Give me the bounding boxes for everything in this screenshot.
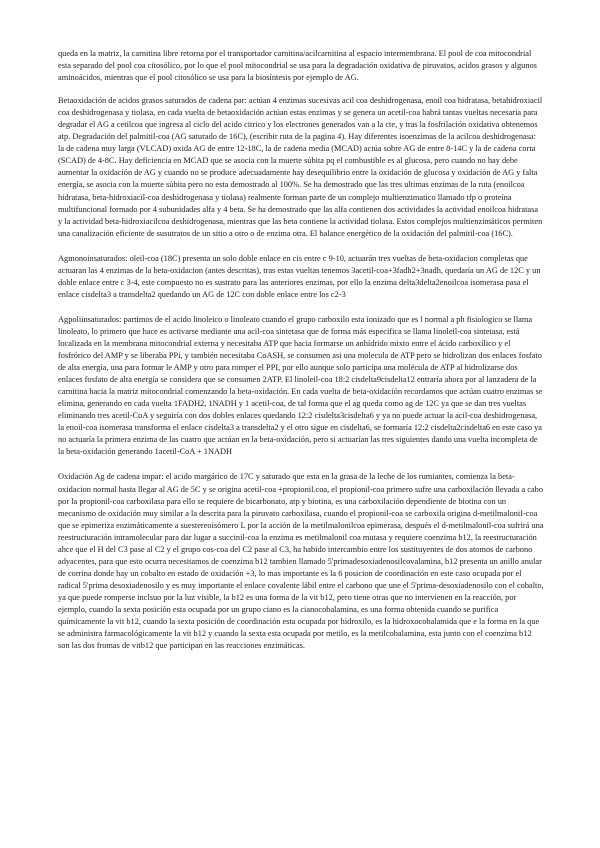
paragraph-odd-chain-oxidation: Oxidación Ag de cadena impar: el acido margárico de 17C y saturado que esta en la grasa de la leche de los rumiantes, comienza la beta-oxidacion normal hasta llegar al AG de 5C y se origina acetil-coa +propionil.coa, el propionil-coa primero sufre una carboxilación llevada a cabo por la propionil-coa carboxilasa para ello se requiere de bicarbonato, atp y biotina, es una carboxilación dependiente de biotina con un mecanismo de oxidación muy similar a la descrita para la piruvato carboxilasa, cuando el propionil-coa se carboxila origina d-metilmaloniI-coa que se epimeriza enzimáticamente a suestereoisómero L por la acción de la metilmalonilcoa epimerasa, después el d-metilmalonil-coa sufrirá una reestructuración intramolecular para dar lugar a succinil-coa la enzima es metilmalonil coa mutasa y requiere coenzima b12, la reestructuración ahce que el H del C3 pase al C2 y el grupo cos-coa del C2 pase al C3, ha habido intercambio entre los sustituyentes de dos atomos de carbono adyacentes, para que esto ocurra necesitamos de coenzima b12 tambien llamado 5'primadesoxiadenosilcovalamina, b12 presenta un anillo anular de corrina donde hay un cobalto en estado de oxidación +3, lo mas importante es la 6 posicion de coordinación en este caso ocupada por el radical 5'prima desoxiadenosilo y es muy importante el enlace covalente lábil entre el carbono que une el 5'prima-desoxiadenosilo con el cobalto, ya que puede romperse inclsuo por la luz visible, la b12 es una forma de la vit b12, pero tiene otras que no intervienen en la reacción, por ejemplo, cuando la sexta posición esta ocupada por un grupo ciano es la cianocobalamina, es una forma obtenida cuando se purifica químicamente la vit b12, cuando la sexta posición de coordinación esta ocupada por hidroxilo, es la hidroxocobalamida que e la forma en la que se administra farmacológicamente la vit b12 y cuando la sexta esta ocupada por metilo, es la metilcobalamina, esta junto con el coenzima b12 son las dos fromas de vitb12 que participan en las reacciones enzimáticas. <box>58 472 544 651</box>
document-page <box>58 48 544 662</box>
paragraph-monounsaturated: Agmonoinsaturados: oleil-coa (18C) presenta un solo doble enlace en cis entre c 9-10, actuarán tres vueltas de beta-oxidacion completas que actuaran las 4 enzimas de la beta-oxidacion (antes descritas), tras estas vueltas tenemos 3acetil-coa+3fadh2+3nadh, quedaría un AG de 12C y un doble enlace entre c 3-4, este compuesto no es sustrato para las anteriores enzimas, por ello la enzima delta3delta2enoilcoa isomerasa pasa el enlace cisdelta3 a transdelta2 quedando un AG de 12C con doble enlace entre los c2-3 <box>58 253 541 299</box>
paragraph-saturated-beta-oxidation: Betaoxidación de acidos grasos saturados de cadena par: actúan 4 enzimas sucesivas acil coa deshidrogenasa, enoil coa hidratasa, betahidroxiacil coa deshidrogenasa y tiolasa, en cada vuelta de betaoxidación actúan estas enzimas y se genera un acetil-coa habrá tantas vueltas necesaria para degradar el AG a cetilcoa que ingresa al ciclo del acido citrico y los electrones generados van a la cte, y tras la fosfrilación oxidativa obtenemos atp. Degradación del palmitil-coa (AG saturado de 16C), (escribir ruta de la pagina 4). Hay diferentes isoenzimas de la acilcoa deshidrogenasa: la de cadena muy larga (VLCAD) oxida AG de entre 12-18C, la de cadena media (MCAD) actúa sobre AG de entre 8-14C y la de cadena corta (SCAD) de 4-8C. Hay deficiencia en MCAD que se asocia con la muerte súbita pq el combustible es al glucosa, pero cuando no hay debe aumentar la oxidación de AG y cuando no se produce adecuadamente hay desequilibrio entre la oxidación de glucosa y oxidación de AG y falta energía, se asocia con la muerte súbita pero no esta demostrado al 100%. Se ha demostrado que las tres ultimas enzimas de la ruta (enoilcoa hidratasa, beta-hidroxiacil-coa deshidrogenasa y tiolasa) realmente forman parte de un complejo multienzimatico llamado tfp o proteína multifuncional formado por 4 subunidades alfa y 4 beta. Se ha demostrado que las alfa contienen dos actividades la actividad enoilcoa hidratasa y la actividad beta-hidroxiacilcoa deshidrogenasa, mientras que las beta contiene la actividad tiolasa. Estos complejos multienzimáticos permiten una canalización eficiente de susutratos de un sitio a otro o de enzima otra. El balance energético de la oxidación del palmitil-coa (16C). <box>58 96 543 238</box>
paragraph-polyunsaturated: Agpoliinsaturados: partimos de el acido linoleico o linoleato cuando el grupo carboxilo esta ionizado que es l normal a ph fisiologico se llama linoleato, lo primero que hace es activarse mediante una acil-coa sintetasa que de forma más especifica se llama linoleil-coa sintetasa, está localizada en la membrana mitocondrial externa y necesitaba ATP que hacia formarse un anhídrido mixto entre el ácido carboxílico y el fosfrórico del AMP y se liberaba PPi, y también necesitaba CoASH, se consumen asi una molecula de ATP pero se hidrolizan dos enlaces fosfato de alta energía, una para formar le AMP y otro para romper el PPI, por ello aunque solo participa una molécula de ATP al hidrolizarse dos enlaces fosfato de alta energía se considera que se consumen 2ATP. El linoleil-coa 18:2 cisdelta9cisdelta12 entraría ahora por al lanzadera de la carnitina hacia la matriz mitocondrial comenzando la beta-oxidación. En cada vuelta de beta-oxidación recordamos que actúan cuatro enzimas se elimina, generando en cada vuelta 1FADH2, 1NADH y 1 acetil-coa, de tal forma que el ag queda como ag de 12C ya que se dan tres vueltas eliminando tres acetil-CoA y seguiría con dos dobles enlaces quedando 12:2 cisdelta3cisdelta6 y ya no puede actuar la acil-coa deshidrogenasa, la enoil-coa isomerasa transforma el enlace cisdelta3 a transdelta2 y el otro sigue en cisdelta6, se formaría 12:2 cisdelta2cisdelta6 en este caso ya no actuaría la primera enzima de las cuatro que actúan en la beta-oxidación, pero si actuarían las tres siguientes dando una vuelta incompleta de la beta-oxidación generando 1acetil-CoA + 1NADH <box>58 314 543 457</box>
paragraph-carnitine-transport: queda en la matriz, la carnitina libre retorna por el transportador carnitina/acilcarnitina al espacio intermembrana. El pool de coa mitocondrial esta separado del pool coa citosólico, por lo que el pool mitocondrial se usa para la degradación oxidativa de piruvatos, acidos grasos y algunos aminoácidos, mientras que el pool citosólico se usa para la biosíntesis por ejemplo de AG. <box>58 49 537 83</box>
